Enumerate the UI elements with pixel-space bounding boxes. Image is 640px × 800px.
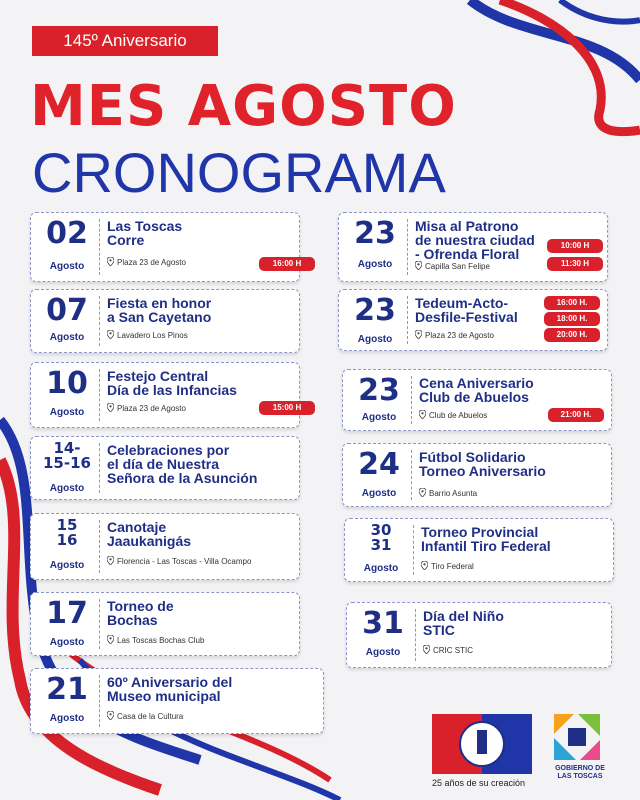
event-day: 17 (46, 596, 88, 631)
government-name: GOBIERNO DE LAS TOSCAS (555, 765, 605, 780)
event-name: Cena Aniversario Club de Abuelos (419, 375, 534, 405)
event-divider (99, 296, 100, 346)
page-title: MES AGOSTO (30, 74, 457, 139)
event-time-badge: 10:00 H (547, 239, 603, 253)
event-time-badge: 15:00 H (259, 401, 315, 415)
event-month: Agosto (49, 407, 85, 418)
location-pin-icon (415, 261, 422, 272)
event-day: 10 (46, 366, 88, 401)
event-location (107, 403, 186, 414)
event-location-text: Club de Abuelos (429, 411, 488, 420)
event-divider (407, 296, 408, 344)
location-pin-icon (107, 330, 114, 341)
event-day: 15 16 (56, 516, 78, 549)
anniversary-badge: 145º Aniversario (32, 26, 218, 56)
event-divider (411, 450, 412, 500)
event-month: Agosto (361, 488, 397, 499)
event-card (346, 602, 612, 668)
event-location-text: Plaza 23 de Agosto (117, 404, 186, 413)
event-month: Agosto (49, 560, 85, 571)
location-pin-icon (107, 711, 114, 722)
event-card (30, 668, 324, 734)
event-location-text: Capilla San Felipe (425, 262, 490, 271)
event-name: Celebraciones por el día de Nuestra Señora de la Asunción (107, 442, 258, 486)
event-day: 14- 15-16 (43, 439, 91, 472)
event-location-text: CRIC STIC (433, 646, 473, 655)
event-month: Agosto (49, 332, 85, 343)
event-name: 60º Aniversario del Museo municipal (107, 674, 233, 704)
event-divider (407, 219, 408, 275)
location-pin-icon (107, 257, 114, 268)
event-month: Agosto (49, 483, 85, 494)
event-month: Agosto (49, 713, 85, 724)
event-name: Las Toscas Corre (107, 218, 183, 248)
location-pin-icon (107, 556, 114, 567)
event-divider (411, 376, 412, 424)
event-card (30, 592, 300, 656)
location-pin-icon (107, 403, 114, 414)
event-card (30, 289, 300, 353)
event-time-badge: 11:30 H (547, 257, 603, 271)
event-location-text: Plaza 23 de Agosto (425, 331, 494, 340)
event-divider (99, 520, 100, 573)
event-location-text: Lavadero Los Pinos (117, 331, 188, 340)
government-logo (554, 714, 600, 760)
event-day: 02 (46, 216, 88, 251)
event-divider (99, 599, 100, 649)
event-name: Canotaje Jaaukanigás (107, 519, 192, 549)
event-card (30, 513, 300, 580)
event-name: Festejo Central Día de las Infancias (107, 368, 237, 398)
event-divider (99, 219, 100, 275)
event-name: Torneo de Bochas (107, 598, 174, 628)
event-location-text: Casa de la Cultura (117, 712, 184, 721)
event-month: Agosto (49, 637, 85, 648)
event-card (344, 518, 614, 582)
event-time-badge: 21:00 H. (548, 408, 604, 422)
location-pin-icon (421, 561, 428, 572)
event-card (30, 362, 300, 428)
event-day: 30 31 (370, 521, 392, 554)
event-month: Agosto (357, 259, 393, 270)
location-pin-icon (419, 410, 426, 421)
event-name: Fiesta en honor a San Cayetano (107, 295, 212, 325)
event-day: 23 (358, 373, 400, 408)
location-pin-icon (415, 330, 422, 341)
event-divider (415, 609, 416, 661)
event-name: Torneo Provincial Infantil Tiro Federal (421, 524, 551, 554)
event-time-badge: 16:00 H (259, 257, 315, 271)
event-location (415, 330, 494, 341)
event-card (338, 212, 608, 282)
event-location (107, 635, 204, 646)
event-divider (413, 525, 414, 575)
event-card (342, 443, 612, 507)
event-location (107, 556, 251, 567)
event-day: 31 (362, 606, 404, 641)
event-location (415, 261, 490, 272)
event-month: Agosto (357, 334, 393, 345)
event-location-text: Barrio Asunta (429, 489, 478, 498)
event-month: Agosto (361, 412, 397, 423)
event-location (419, 410, 487, 421)
event-location-text: Florencia - Las Toscas - Villa Ocampo (117, 557, 252, 566)
event-name: Tedeum-Acto- Desfile-Festival (415, 295, 518, 325)
event-day: 07 (46, 293, 88, 328)
event-location-text: Las Toscas Bochas Club (117, 636, 205, 645)
event-day: 24 (358, 447, 400, 482)
page-subtitle: CRONOGRAMA (32, 141, 446, 204)
event-day: 23 (354, 216, 396, 251)
event-location (423, 645, 473, 656)
event-month: Agosto (365, 647, 401, 658)
location-pin-icon (107, 635, 114, 646)
event-day: 21 (46, 672, 88, 707)
logo-caption: 25 años de su creación (432, 778, 526, 788)
event-location-text: Plaza 23 de Agosto (117, 258, 186, 267)
event-divider (99, 443, 100, 493)
event-month: Agosto (49, 261, 85, 272)
event-time-badge: 18:00 H. (544, 312, 600, 326)
event-card (30, 212, 300, 282)
event-location (421, 561, 474, 572)
event-card (342, 369, 612, 431)
event-name: Fútbol Solidario Torneo Aniversario (419, 449, 546, 479)
event-divider (99, 369, 100, 421)
event-location (107, 257, 186, 268)
event-time-badge: 20:00 H. (544, 328, 600, 342)
event-name: Misa al Patrono de nuestra ciudad - Ofrenda Floral (415, 218, 535, 262)
event-location (107, 711, 183, 722)
location-pin-icon (423, 645, 430, 656)
location-pin-icon (419, 488, 426, 499)
event-time-badge: 16:00 H. (544, 296, 600, 310)
event-location (419, 488, 477, 499)
event-card (30, 436, 300, 500)
event-month: Agosto (363, 563, 399, 574)
event-location-text: Tiro Federal (431, 562, 474, 571)
city-flag-logo (432, 714, 532, 774)
event-day: 23 (354, 293, 396, 328)
event-location (107, 330, 188, 341)
event-divider (99, 675, 100, 727)
event-card (338, 289, 608, 351)
event-name: Día del Niño STIC (423, 608, 504, 638)
